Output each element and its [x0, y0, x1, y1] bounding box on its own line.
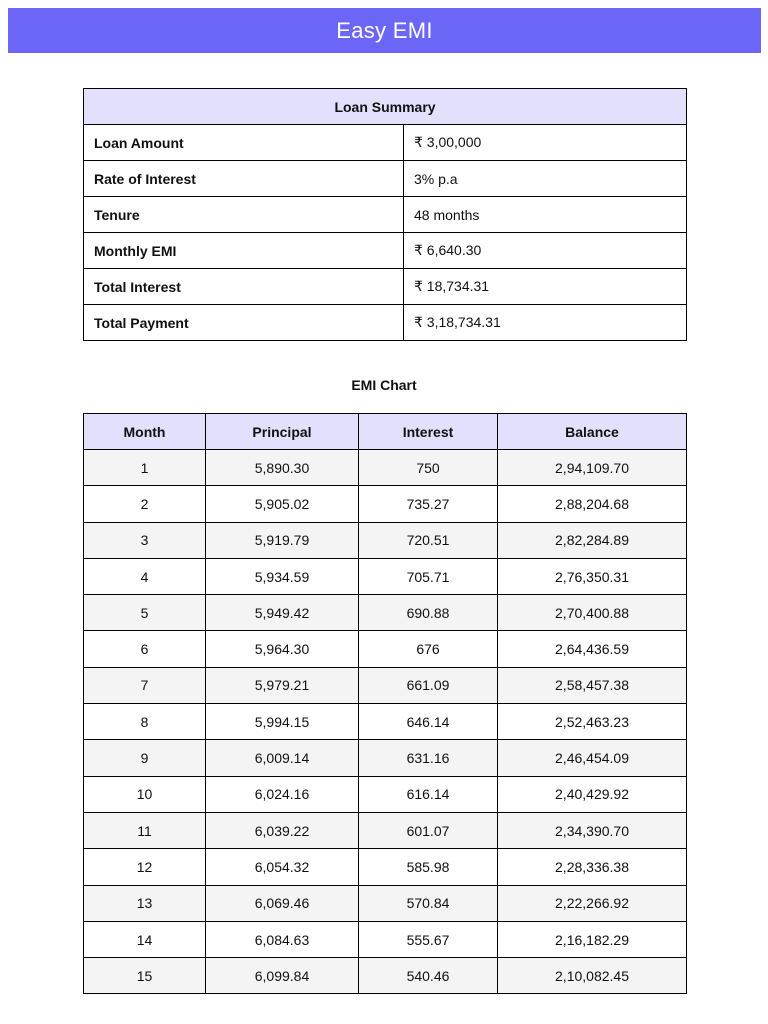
cell-balance: 2,28,336.38: [498, 849, 687, 885]
cell-balance: 2,58,457.38: [498, 667, 687, 703]
cell-interest: 735.27: [359, 486, 498, 522]
cell-principal: 6,099.84: [206, 958, 359, 994]
emi-chart-title: EMI Chart: [351, 377, 417, 393]
cell-interest: 720.51: [359, 522, 498, 558]
table-row: [84, 849, 687, 885]
cell-balance: 2,10,082.45: [498, 958, 687, 994]
table-row: [84, 776, 687, 812]
cell-month: 8: [84, 704, 206, 740]
summary-row: [84, 305, 687, 341]
cell-interest: 661.09: [359, 667, 498, 703]
summary-label: Total Payment: [84, 305, 404, 341]
cell-balance: 2,82,284.89: [498, 522, 687, 558]
emi-schedule-body: [84, 450, 687, 994]
cell-month: 2: [84, 486, 206, 522]
summary-title: Loan Summary: [84, 89, 687, 125]
table-row: [84, 958, 687, 994]
summary-value: 3% p.a: [404, 161, 687, 197]
table-row: [84, 921, 687, 957]
summary-value: ₹ 18,734.31: [404, 269, 687, 305]
column-header-balance: Balance: [498, 414, 687, 450]
column-header-month: Month: [84, 414, 206, 450]
app-title: Easy EMI: [336, 17, 433, 43]
cell-month: 10: [84, 776, 206, 812]
cell-interest: 570.84: [359, 885, 498, 921]
cell-principal: 5,949.42: [206, 595, 359, 631]
table-row: [84, 667, 687, 703]
column-header-principal: Principal: [206, 414, 359, 450]
summary-value: ₹ 3,18,734.31: [404, 305, 687, 341]
table-row: [84, 522, 687, 558]
summary-value: ₹ 3,00,000: [404, 125, 687, 161]
cell-interest: 646.14: [359, 704, 498, 740]
cell-principal: 5,919.79: [206, 522, 359, 558]
summary-row: [84, 197, 687, 233]
cell-month: 3: [84, 522, 206, 558]
cell-interest: 676: [359, 631, 498, 667]
summary-header-row: [84, 89, 687, 125]
cell-month: 15: [84, 958, 206, 994]
summary-row: [84, 125, 687, 161]
emi-header-row: [84, 414, 687, 450]
summary-row: [84, 161, 687, 197]
summary-row: [84, 269, 687, 305]
cell-interest: 555.67: [359, 921, 498, 957]
cell-balance: 2,16,182.29: [498, 921, 687, 957]
table-row: [84, 740, 687, 776]
table-row: [84, 486, 687, 522]
summary-label: Loan Amount: [84, 125, 404, 161]
cell-balance: 2,22,266.92: [498, 885, 687, 921]
summary-value: 48 months: [404, 197, 687, 233]
table-row: [84, 595, 687, 631]
cell-balance: 2,40,429.92: [498, 776, 687, 812]
cell-principal: 6,024.16: [206, 776, 359, 812]
cell-balance: 2,46,454.09: [498, 740, 687, 776]
summary-label: Total Interest: [84, 269, 404, 305]
cell-month: 9: [84, 740, 206, 776]
cell-principal: 5,934.59: [206, 558, 359, 594]
summary-value: ₹ 6,640.30: [404, 233, 687, 269]
cell-interest: 616.14: [359, 776, 498, 812]
cell-principal: 6,039.22: [206, 812, 359, 848]
summary-row: [84, 233, 687, 269]
cell-interest: 585.98: [359, 849, 498, 885]
cell-principal: 6,084.63: [206, 921, 359, 957]
cell-principal: 5,905.02: [206, 486, 359, 522]
cell-principal: 6,009.14: [206, 740, 359, 776]
cell-month: 4: [84, 558, 206, 594]
loan-summary-table: [83, 88, 687, 341]
cell-month: 6: [84, 631, 206, 667]
cell-principal: 5,890.30: [206, 450, 359, 486]
cell-principal: 5,994.15: [206, 704, 359, 740]
cell-balance: 2,76,350.31: [498, 558, 687, 594]
cell-month: 5: [84, 595, 206, 631]
cell-balance: 2,64,436.59: [498, 631, 687, 667]
cell-balance: 2,52,463.23: [498, 704, 687, 740]
summary-label: Tenure: [84, 197, 404, 233]
cell-month: 13: [84, 885, 206, 921]
cell-month: 1: [84, 450, 206, 486]
cell-interest: 631.16: [359, 740, 498, 776]
cell-interest: 705.71: [359, 558, 498, 594]
cell-month: 7: [84, 667, 206, 703]
cell-month: 11: [84, 812, 206, 848]
table-row: [84, 704, 687, 740]
cell-balance: 2,34,390.70: [498, 812, 687, 848]
cell-principal: 5,964.30: [206, 631, 359, 667]
cell-balance: 2,70,400.88: [498, 595, 687, 631]
table-row: [84, 885, 687, 921]
cell-balance: 2,88,204.68: [498, 486, 687, 522]
cell-interest: 750: [359, 450, 498, 486]
cell-interest: 540.46: [359, 958, 498, 994]
table-row: [84, 558, 687, 594]
cell-month: 14: [84, 921, 206, 957]
table-row: [84, 631, 687, 667]
app-header: [8, 8, 761, 53]
cell-balance: 2,94,109.70: [498, 450, 687, 486]
table-row: [84, 812, 687, 848]
cell-month: 12: [84, 849, 206, 885]
summary-label: Rate of Interest: [84, 161, 404, 197]
cell-principal: 5,979.21: [206, 667, 359, 703]
cell-interest: 601.07: [359, 812, 498, 848]
cell-interest: 690.88: [359, 595, 498, 631]
cell-principal: 6,054.32: [206, 849, 359, 885]
cell-principal: 6,069.46: [206, 885, 359, 921]
emi-schedule-table: [83, 413, 687, 994]
summary-label: Monthly EMI: [84, 233, 404, 269]
column-header-interest: Interest: [359, 414, 498, 450]
table-row: [84, 450, 687, 486]
